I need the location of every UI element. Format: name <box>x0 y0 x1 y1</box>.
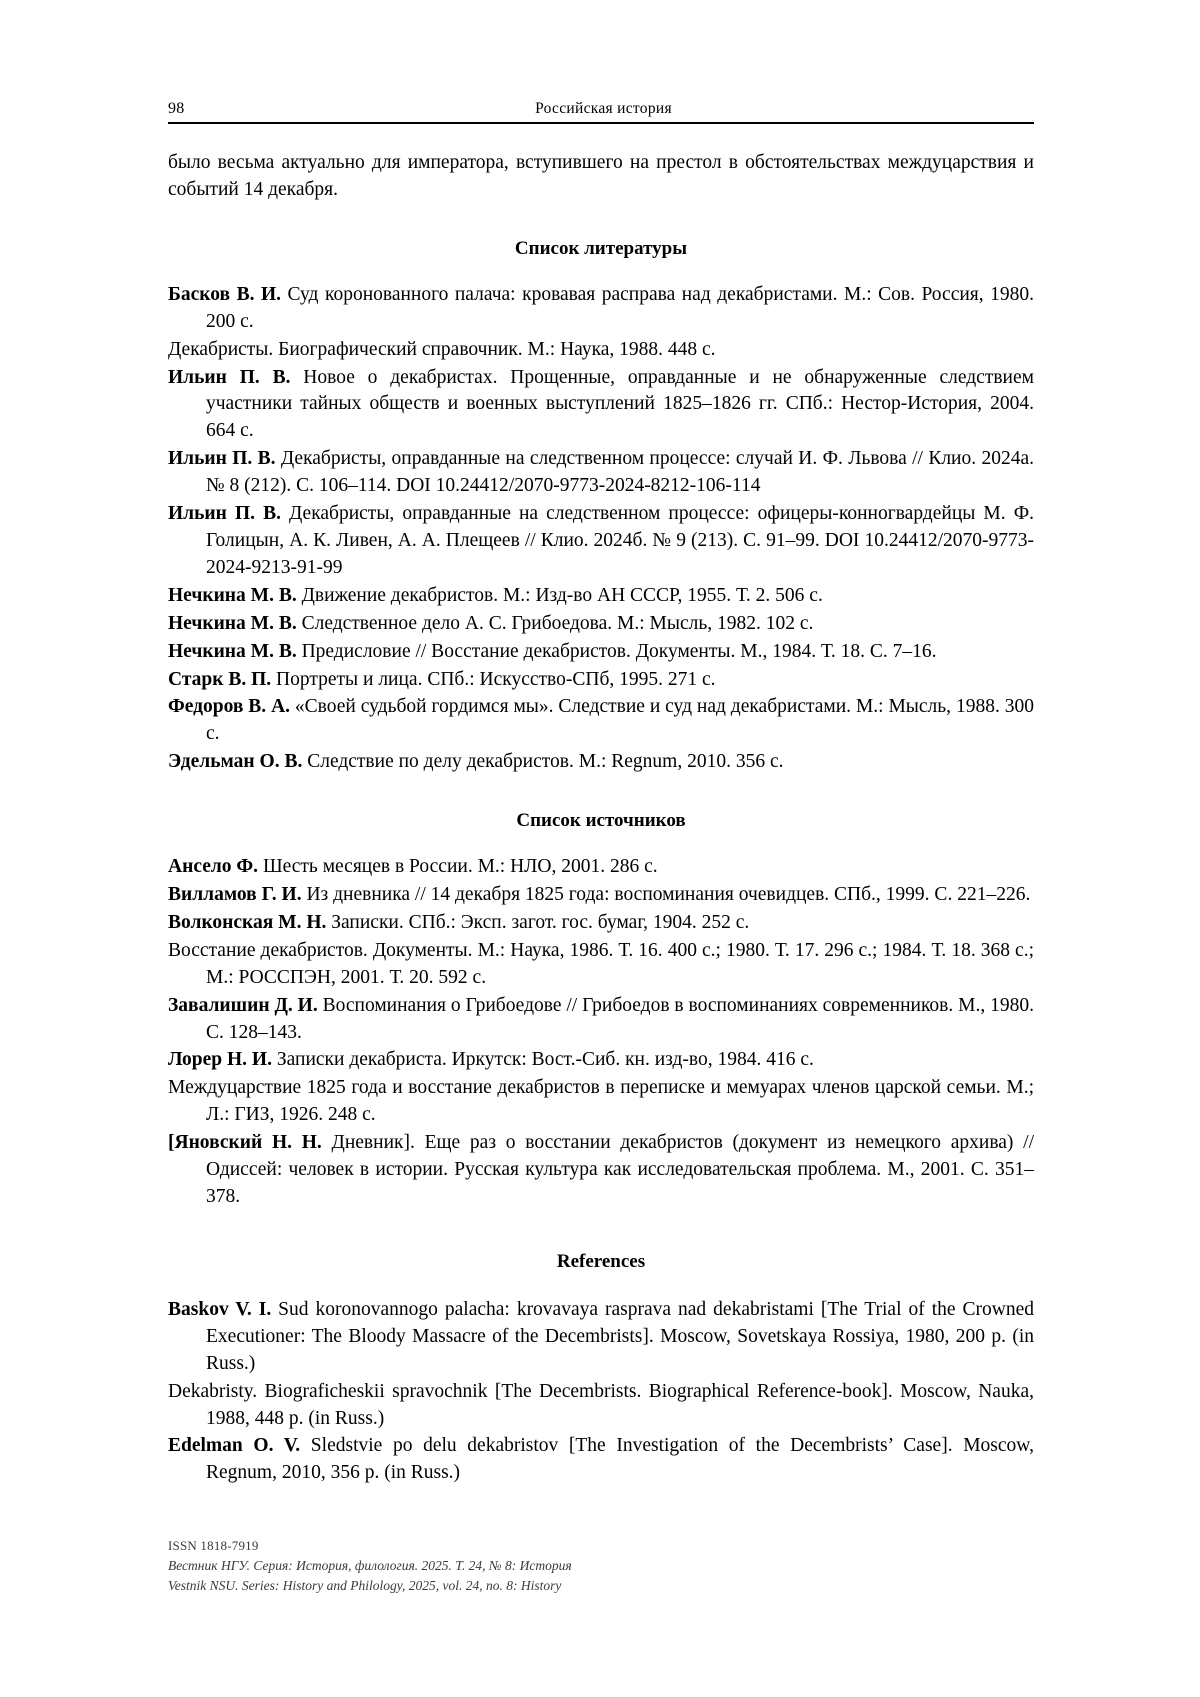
list-item <box>168 938 1034 992</box>
entry-author: Старк В. П. <box>168 668 272 690</box>
entry-text: Декабристы, оправданные на следственном процессе: случай И. Ф. Львова // Клио. 2024а. № 8 (212). С. 106–114. DOI 10.24412/2070-9773-2024-8212-106-114 <box>206 448 1034 497</box>
entry-author: Ильин П. В. <box>168 503 281 525</box>
journal-title: Российская история <box>535 100 672 117</box>
entry-author: Завалишин Д. И. <box>168 994 318 1016</box>
journal-imprint-en: Vestnik NSU. Series: History and Philology, 2025, vol. 24, no. 8: History <box>168 1577 562 1593</box>
list-item <box>168 1075 1034 1129</box>
journal-imprint-ru: Вестник НГУ. Серия: История, филология. 2025. Т. 24, № 8: История <box>168 1557 572 1573</box>
entry-text: Dekabristy. Biograficheskii spravochnik [The Decembrists. Biographical Reference-book]. Moscow, Nauka, 1988, 448 p. (in Russ.) <box>168 1380 1034 1429</box>
entry-author: Ансело Ф. <box>168 856 259 878</box>
page-content <box>168 100 1034 1488</box>
list-item <box>168 1379 1034 1433</box>
entry-author: Нечкина М. В. <box>168 584 297 606</box>
entry-text: «Своей судьбой гордимся мы». Следствие и суд над декабристами. М.: Мысль, 1988. 300 с. <box>206 696 1034 745</box>
section-title-references: References <box>556 1250 646 1272</box>
bibliography-list-sources <box>168 854 1034 1211</box>
header-rule <box>168 122 1034 124</box>
entry-text: Записки. СПб.: Эксп. загот. гос. бумаг, 1904. 252 с. <box>326 911 750 933</box>
entry-author: Ильин П. В. <box>168 448 276 470</box>
entry-text: Sledstvie po delu dekabristov [The Investigation of the Decembrists’ Case]. Moscow, Regnum, 2010, 356 p. (in Russ.) <box>206 1435 1034 1484</box>
list-item <box>168 694 1034 748</box>
list-item <box>168 667 1034 694</box>
running-head <box>168 100 1034 118</box>
list-item <box>168 1433 1034 1487</box>
body-paragraph: было весьма актуально для императора, вступившего на престол в обстоятельствах междуцарствия и событий 14 декабря. <box>168 152 1034 200</box>
list-item <box>168 882 1034 909</box>
list-item <box>168 1047 1034 1074</box>
entry-author: Эдельман О. В. <box>168 751 303 773</box>
entry-text: Из дневника // 14 декабря 1825 года: воспоминания очевидцев. СПб., 1999. С. 221–226. <box>301 884 1031 906</box>
section-title-sources: Список источников <box>516 810 686 832</box>
list-item <box>168 749 1034 776</box>
list-item <box>168 365 1034 446</box>
page-footer <box>168 1536 1034 1596</box>
list-item <box>168 282 1034 336</box>
entry-author: Нечкина М. В. <box>168 612 297 634</box>
entry-author: Вилламов Г. И. <box>168 884 302 906</box>
list-item <box>168 611 1034 638</box>
entry-author: Ильин П. В. <box>168 366 291 388</box>
entry-text: Междуцарствие 1825 года и восстание декабристов в переписке и мемуарах членов царской семьи. М.; Л.: ГИЗ, 1926. 248 с. <box>168 1077 1034 1126</box>
entry-text: Портреты и лица. СПб.: Искусство-СПб, 1995. 271 с. <box>271 668 716 690</box>
entry-text: Sud koronovannogo palacha: krovavaya rasprava nad dekabristami [The Trial of the Crowned Executioner: The Bloody Massacre of the Decembrists]. Moscow, Sovetskaya Rossiya, 1980, 200 p. (in Russ.) <box>206 1298 1034 1374</box>
list-item <box>168 501 1034 582</box>
list-item <box>168 910 1034 937</box>
entry-text: Дневник]. Еще раз о восстании декабристов (документ из немецкого архива) // Одиссей: человек в истории. Русская культура как исследовательская проблема. М., 2001. С. 351–378. <box>206 1132 1034 1207</box>
entry-text: Суд коронованного палача: кровавая расправа над декабристами. М.: Сов. Россия, 1980. 200 с. <box>206 283 1035 332</box>
entry-author: Басков В. И. <box>168 283 281 305</box>
bibliography-list-literature <box>168 282 1034 776</box>
page-number: 98 <box>168 100 185 117</box>
entry-text: Движение декабристов. М.: Изд-во АН СССР, 1955. Т. 2. 506 с. <box>296 584 823 606</box>
entry-author: Федоров В. А. <box>168 696 291 718</box>
list-item <box>168 583 1034 610</box>
list-item <box>168 1130 1034 1211</box>
list-item <box>168 993 1034 1047</box>
entry-author: Нечкина М. В. <box>168 640 297 662</box>
list-item <box>168 639 1034 666</box>
section-title-literature: Список литературы <box>514 237 688 259</box>
entry-author: Лорер Н. И. <box>168 1049 272 1071</box>
entry-author: Baskov V. I. <box>168 1298 272 1320</box>
entry-text: Следственное дело А. С. Грибоедова. М.: Мысль, 1982. 102 с. <box>296 612 814 634</box>
entry-author: [Яновский Н. Н. <box>168 1132 322 1154</box>
entry-author: Волконская М. Н. <box>168 911 327 933</box>
entry-text: Записки декабриста. Иркутск: Вост.-Сиб. кн. изд-во, 1984. 416 с. <box>271 1049 814 1071</box>
entry-text: Декабристы, оправданные на следственном процессе: офицеры-конногвардейцы М. Ф. Голицын, А. К. Ливен, А. А. Плещеев // Клио. 2024б. № 9 (213). С. 91–99. DOI 10.24412/2070-9773-2024-9213-91-99 <box>206 503 1034 578</box>
entry-text: Восстание декабристов. Документы. М.: Наука, 1986. Т. 16. 400 с.; 1980. Т. 17. 296 с.; 1984. Т. 18. 368 с.; М.: РОССПЭН, 2001. Т. 20. 592 с. <box>168 939 1034 988</box>
entry-text: Декабристы. Биографический справочник. М.: Наука, 1988. 448 с. <box>168 338 716 360</box>
bibliography-list-references <box>168 1297 1034 1487</box>
entry-text: Новое о декабристах. Прощенные, оправданные и не обнаруженные следствием участники тайных обществ и военных выступлений 1825–1826 гг. СПб.: Нестор-История, 2004. 664 с. <box>206 366 1034 442</box>
issn-line: ISSN 1818-7919 <box>168 1538 259 1553</box>
entry-text: Предисловие // Восстание декабристов. Документы. М., 1984. Т. 18. С. 7–16. <box>296 640 937 662</box>
list-item <box>168 337 1034 364</box>
entry-author: Edelman O. V. <box>168 1435 301 1457</box>
entry-text: Следствие по делу декабристов. М.: Regnum, 2010. 356 с. <box>302 751 784 773</box>
list-item <box>168 854 1034 881</box>
list-item <box>168 446 1034 500</box>
entry-text: Шесть месяцев в России. М.: НЛО, 2001. 286 с. <box>258 856 658 878</box>
list-item <box>168 1297 1034 1378</box>
entry-text: Воспоминания о Грибоедове // Грибоедов в воспоминаниях современников. М., 1980. С. 128–143. <box>206 994 1035 1043</box>
